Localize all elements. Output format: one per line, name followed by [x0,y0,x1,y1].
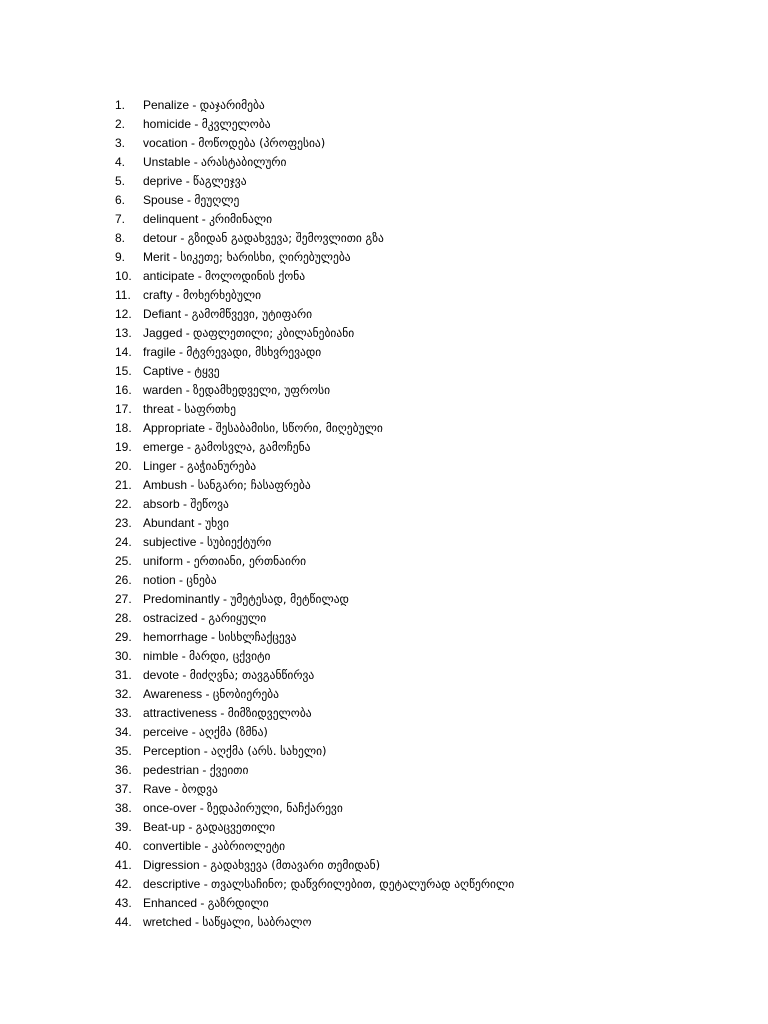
item-number: 12. [115,306,132,321]
vocabulary-item [115,418,735,437]
vocabulary-item [115,361,735,380]
term-separator: - [182,325,194,340]
item-number: 34. [115,724,132,739]
english-term: detour [143,230,178,245]
english-term: notion [143,572,176,587]
term-separator: - [191,116,202,131]
term-separator: - [189,97,200,112]
english-term: nimble [143,648,179,663]
item-number: 2. [115,116,126,131]
vocabulary-item [115,228,735,247]
english-term: Spouse [143,192,184,207]
georgian-translation: ტყვე [194,363,220,378]
item-number: 24. [115,534,132,549]
vocabulary-item [115,893,735,912]
term-separator: - [190,154,202,169]
english-term: wretched [143,914,192,929]
item-number: 44. [115,914,132,929]
vocabulary-item [115,323,735,342]
vocabulary-item [115,114,735,133]
georgian-translation: დაჯარიმება [199,97,265,112]
georgian-translation: ცნობიერება [212,686,279,701]
term-separator: - [202,686,213,701]
english-term: warden [143,382,183,397]
english-term: Jagged [143,325,183,340]
georgian-translation: მოწოდება (პროფესია) [198,135,326,150]
term-separator: - [200,876,212,891]
term-separator: - [187,135,199,150]
term-separator: - [201,838,212,853]
english-term: descriptive [143,876,201,891]
term-separator: - [198,211,210,226]
georgian-translation: სისხლჩაქცევა [218,629,297,644]
vocabulary-item [115,342,735,361]
english-term: pedestrian [143,762,200,777]
vocabulary-item [115,817,735,836]
english-term: vocation [143,135,188,150]
english-term: Penalize [143,97,190,112]
georgian-translation: გამომწვევი, უტიფარი [191,306,313,321]
english-term: Awareness [143,686,203,701]
vocabulary-item [115,95,735,114]
term-separator: - [200,743,212,758]
english-term: Defiant [143,306,182,321]
item-number: 6. [115,192,126,207]
term-separator: - [185,819,196,834]
georgian-translation: აღქმა (ზმნა) [199,724,268,739]
vocabulary-item [115,475,735,494]
vocabulary-item [115,665,735,684]
english-term: subjective [143,534,197,549]
georgian-translation: გამოსვლა, გამოჩენა [194,439,311,454]
vocabulary-item [115,684,735,703]
item-number: 21. [115,477,132,492]
vocabulary-item [115,589,735,608]
georgian-translation: მიძღვნა; თავგანწირვა [189,667,315,682]
vocabulary-item [115,437,735,456]
vocabulary-item [115,798,735,817]
english-term: convertible [143,838,202,853]
english-term: devote [143,667,180,682]
item-number: 18. [115,420,132,435]
term-separator: - [197,610,209,625]
vocabulary-item [115,285,735,304]
georgian-translation: გადაცვეთილი [195,819,276,834]
vocabulary-item [115,380,735,399]
item-number: 26. [115,572,132,587]
georgian-translation: აღქმა (არს. სახელი) [211,743,327,758]
vocabulary-item [115,855,735,874]
item-number: 42. [115,876,132,891]
term-separator: - [182,173,194,188]
term-separator: - [181,306,192,321]
georgian-translation: შეწოვა [190,496,229,511]
georgian-translation: ერთიანი, ერთნაირი [193,553,307,568]
vocabulary-item [115,247,735,266]
vocabulary-item [115,627,735,646]
item-number: 8. [115,230,126,245]
item-number: 5. [115,173,126,188]
georgian-translation: სუბიექტური [207,534,272,549]
item-number: 35. [115,743,132,758]
english-term: delinquent [143,211,199,226]
item-number: 40. [115,838,132,853]
item-number: 3. [115,135,126,150]
english-term: perceive [143,724,189,739]
vocabulary-item [115,209,735,228]
english-term: Abundant [143,515,195,530]
georgian-translation: გაჭიანურება [187,458,257,473]
english-term: Digression [143,857,200,872]
term-separator: - [207,629,219,644]
georgian-translation: გაზრდილი [207,895,269,910]
item-number: 14. [115,344,132,359]
term-separator: - [194,268,206,283]
georgian-translation: სიკეთე; ხარისხი, ღირებულება [180,249,351,264]
item-number: 32. [115,686,132,701]
term-separator: - [177,230,188,245]
english-term: attractiveness [143,705,218,720]
vocabulary-list [115,95,735,931]
term-separator: - [197,895,208,910]
term-separator: - [182,382,194,397]
english-term: Beat-up [143,819,186,834]
term-separator: - [217,705,228,720]
term-separator: - [199,762,210,777]
item-number: 30. [115,648,132,663]
vocabulary-item [115,304,735,323]
item-number: 38. [115,800,132,815]
georgian-translation: მკვლელობა [201,116,271,131]
vocabulary-item [115,190,735,209]
english-term: Unstable [143,154,191,169]
english-term: fragile [143,344,176,359]
english-term: Linger [143,458,177,473]
item-number: 33. [115,705,132,720]
term-separator: - [179,667,190,682]
vocabulary-item [115,608,735,627]
term-separator: - [173,401,185,416]
item-number: 36. [115,762,132,777]
item-number: 1. [115,97,126,112]
item-number: 4. [115,154,126,169]
term-separator: - [188,724,200,739]
georgian-translation: კრიმინალი [209,211,273,226]
term-separator: - [178,648,190,663]
item-number: 41. [115,857,132,872]
vocabulary-item [115,703,735,722]
georgian-translation: მარდი, ცქვიტი [189,648,271,663]
item-number: 11. [115,287,131,302]
english-term: Appropriate [143,420,206,435]
vocabulary-item [115,741,735,760]
georgian-translation: არასტაბილური [201,154,287,169]
item-number: 9. [115,249,126,264]
item-number: 17. [115,401,132,416]
vocabulary-item [115,532,735,551]
english-term: uniform [143,553,184,568]
georgian-translation: შესაბამისი, სწორი, მიღებული [215,420,383,435]
item-number: 37. [115,781,132,796]
english-term: Merit [143,249,170,264]
term-separator: - [199,857,211,872]
vocabulary-item [115,266,735,285]
english-term: hemorrhage [143,629,208,644]
georgian-translation: გადახვევა (მთავარი თემიდან) [210,857,381,872]
english-term: once-over [143,800,197,815]
item-number: 43. [115,895,132,910]
georgian-translation: ზედაპირული, ნაჩქარევი [207,800,343,815]
english-term: Captive [143,363,184,378]
term-separator: - [191,914,203,929]
vocabulary-item [115,494,735,513]
vocabulary-item [115,551,735,570]
term-separator: - [183,363,195,378]
vocabulary-item [115,513,735,532]
georgian-translation: წაგლეჯვა [193,173,247,188]
item-number: 15. [115,363,132,378]
vocabulary-item [115,836,735,855]
term-separator: - [196,534,208,549]
english-term: ostracized [143,610,198,625]
item-number: 20. [115,458,132,473]
vocabulary-item [115,874,735,893]
georgian-translation: სანგარი; ჩასაფრება [197,477,311,492]
term-separator: - [176,458,188,473]
english-term: emerge [143,439,184,454]
item-number: 7. [115,211,126,226]
georgian-translation: მიმზიდველობა [227,705,312,720]
vocabulary-item [115,646,735,665]
term-separator: - [196,800,208,815]
georgian-translation: ბოდვა [181,781,218,796]
georgian-translation: უმეტესად, მეტწილად [230,591,349,606]
english-term: threat [143,401,174,416]
vocabulary-item [115,399,735,418]
english-term: absorb [143,496,180,511]
term-separator: - [175,572,187,587]
item-number: 28. [115,610,132,625]
georgian-translation: მოლოდინის ქონა [205,268,306,283]
vocabulary-item [115,912,735,931]
georgian-translation: გზიდან გადახვევა; შემოვლითი გზა [187,230,384,245]
english-term: anticipate [143,268,195,283]
term-separator: - [219,591,231,606]
item-number: 29. [115,629,132,644]
item-number: 31. [115,667,132,682]
english-term: Rave [143,781,172,796]
georgian-translation: საფრთხე [184,401,236,416]
english-term: crafty [143,287,173,302]
georgian-translation: თვალსაჩინო; დაწვრილებით, დეტალურად აღწერილი [211,876,515,891]
term-separator: - [175,344,187,359]
english-term: Predominantly [143,591,220,606]
vocabulary-item [115,779,735,798]
vocabulary-item [115,722,735,741]
georgian-translation: გარიყული [208,610,267,625]
term-separator: - [187,477,198,492]
georgian-translation: უხვი [205,515,229,530]
vocabulary-item [115,133,735,152]
item-number: 39. [115,819,132,834]
item-number: 16. [115,382,132,397]
english-term: Ambush [143,477,188,492]
georgian-translation: დაფლეთილი; კბილანებიანი [193,325,355,340]
item-number: 19. [115,439,132,454]
georgian-translation: ქვეითი [209,762,249,777]
item-number: 13. [115,325,132,340]
english-term: Perception [143,743,201,758]
item-number: 10. [115,268,132,283]
english-term: homicide [143,116,192,131]
item-number: 25. [115,553,132,568]
term-separator: - [183,553,194,568]
term-separator: - [205,420,216,435]
georgian-translation: მეუღლე [194,192,240,207]
term-separator: - [171,781,182,796]
georgian-translation: კაბრიოლეტი [211,838,286,853]
vocabulary-item [115,171,735,190]
term-separator: - [179,496,191,511]
item-number: 27. [115,591,132,606]
english-term: deprive [143,173,183,188]
term-separator: - [172,287,184,302]
term-separator: - [183,192,195,207]
georgian-translation: ცნება [186,572,217,587]
item-number: 22. [115,496,132,511]
georgian-translation: მოხერხებული [183,287,262,302]
georgian-translation: საწყალი, საბრალო [202,914,312,929]
item-number: 23. [115,515,132,530]
term-separator: - [169,249,181,264]
english-term: Enhanced [143,895,198,910]
vocabulary-item [115,456,735,475]
georgian-translation: მტვრევადი, მსხვრევადი [186,344,322,359]
vocabulary-item [115,760,735,779]
term-separator: - [183,439,195,454]
vocabulary-item [115,152,735,171]
georgian-translation: ზედამხედველი, უფროსი [193,382,331,397]
term-separator: - [194,515,206,530]
vocabulary-item [115,570,735,589]
